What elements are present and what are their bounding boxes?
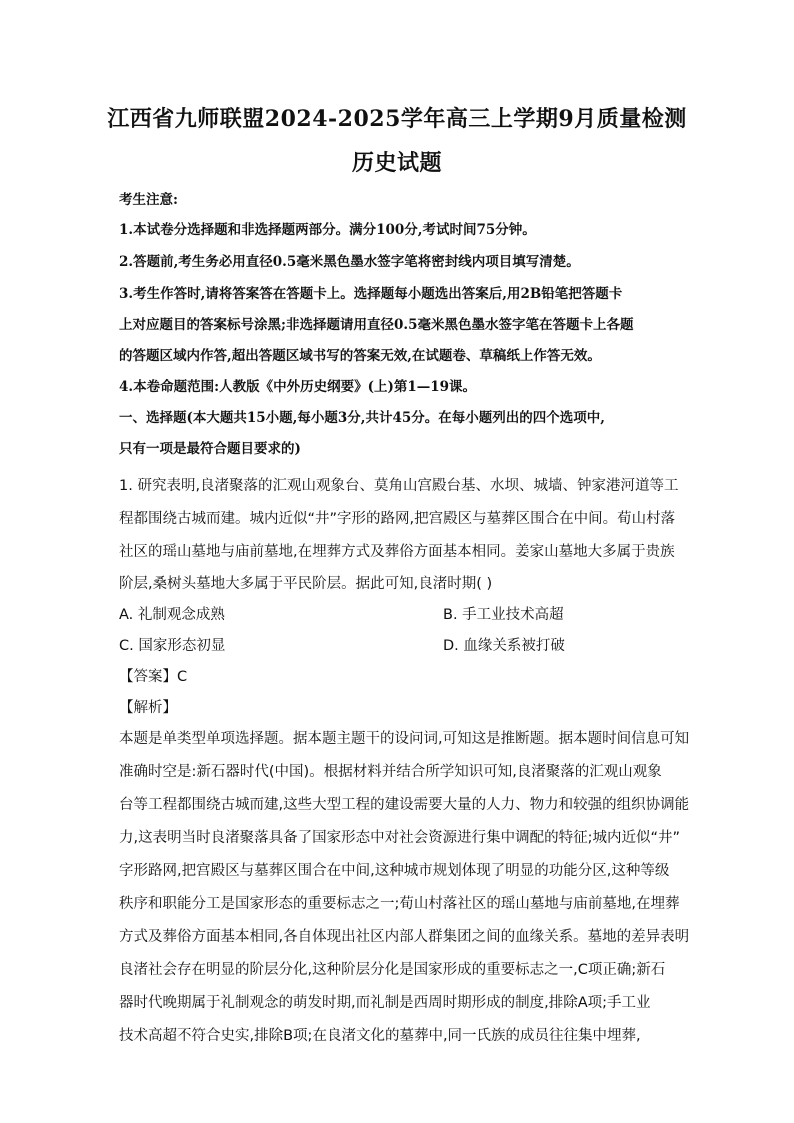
analysis-line: 力,这表明当时良渚聚落具备了国家形态中对社会资源进行集中调配的特征;城内近似“井” — [119, 830, 681, 846]
section-heading-line-2: 只有一项是最符合题目要求的) — [119, 441, 301, 457]
answer-label: 【答案】C — [119, 669, 188, 685]
analysis-line: 技术高超不符合史实,排除B项;在良渚文化的墓葬中,同一氏族的成员往往集中埋葬, — [119, 1028, 641, 1044]
analysis-line: 台等工程都围绕古城而建,这些大型工程的建设需要大量的人力、物力和较强的组织协调能 — [119, 797, 690, 813]
notice-item-2: 2.答题前,考生务必用直径0.5毫米黑色墨水签字笔将密封线内项目填写清楚。 — [119, 254, 580, 270]
analysis-line: 器时代晚期属于礼制观念的萌发时期,而礼制是西周时期形成的制度,排除A项;手工业 — [119, 995, 651, 1011]
analysis-line: 方式及葬俗方面基本相同,各自体现出社区内部人群集团之间的血缘关系。墓地的差异表明 — [119, 929, 690, 945]
analysis-line: 良渚社会存在明显的阶层分化,这种阶层分化是国家形成的重要标志之一,C项正确;新石 — [119, 962, 666, 978]
option-c: C. 国家形态初显 — [119, 638, 226, 654]
notice-item-3-line-3: 的答题区域内作答,超出答题区域书写的答案无效,在试题卷、草稿纸上作答无效。 — [119, 348, 601, 364]
notice-item-4: 4.本卷命题范围:人教版《中外历史纲要》(上)第1—19课。 — [119, 379, 477, 395]
notice-item-3-line-1: 3.考生作答时,请将答案答在答题卡上。选择题每小题选出答案后,用2B铅笔把答题卡 — [119, 286, 623, 302]
notice-heading: 考生注意: — [119, 192, 178, 208]
section-heading-line-1: 一、选择题(本大题共15小题,每小题3分,共计45分。在每小题列出的四个选项中, — [119, 410, 605, 426]
question-1-stem-line-1: 1. 研究表明,良渚聚落的汇观山观象台、莫角山宫殿台基、水坝、城墙、钟家港河道等工 — [119, 478, 679, 494]
analysis-line: 准确时空是:新石器时代(中国)。根据材料并结合所学知识可知,良渚聚落的汇观山观象 — [119, 764, 662, 780]
exam-title: 江西省九师联盟2024-2025学年高三上学期9月质量检测 — [107, 106, 687, 132]
analysis-line: 本题是单类型单项选择题。据本题主题干的设问词,可知这是推断题。据本题时间信息可知 — [119, 731, 690, 747]
notice-item-3-line-2: 上对应题目的答案标号涂黑;非选择题请用直径0.5毫米黑色墨水签字笔在答题卡上各题 — [119, 317, 634, 333]
option-a: A. 礼制观念成熟 — [119, 607, 225, 623]
analysis-line: 字形路网,把宫殿区与墓葬区围合在中间,这种城市规划体现了明显的功能分区,这种等级 — [119, 863, 670, 879]
question-1-stem-line-3: 社区的瑶山墓地与庙前墓地,在埋葬方式及葬俗方面基本相同。姜家山墓地大多属于贵族 — [119, 544, 675, 560]
option-d: D. 血缘关系被打破 — [443, 638, 565, 654]
option-b: B. 手工业技术高超 — [443, 607, 564, 623]
question-1-stem-line-2: 程都围绕古城而建。城内近似“井”字形的路网,把宫殿区与墓葬区围合在中间。荀山村落 — [119, 511, 676, 527]
exam-subject-title: 历史试题 — [351, 150, 442, 176]
notice-item-1: 1.本试卷分选择题和非选择题两部分。满分100分,考试时间75分钟。 — [119, 222, 536, 238]
analysis-line: 秩序和职能分工是国家形态的重要标志之一;荀山村落社区的瑶山墓地与庙前墓地,在埋葬 — [119, 896, 680, 912]
analysis-label: 【解析】 — [119, 700, 177, 716]
question-1-stem-line-4: 阶层,桑树头墓地大多属于平民阶层。据此可知,良渚时期( ) — [119, 576, 493, 592]
